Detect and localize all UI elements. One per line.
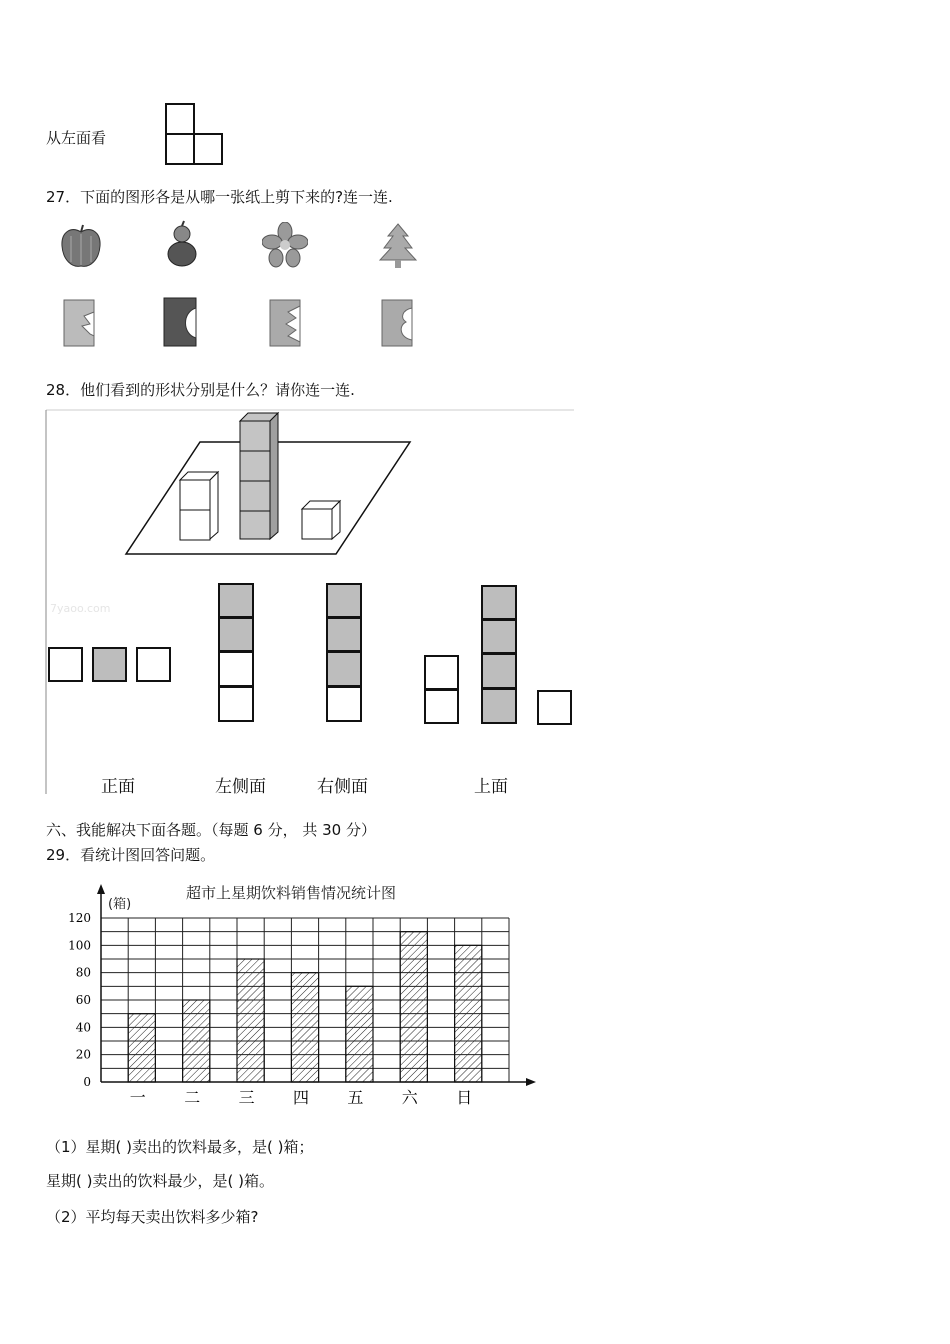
y-tick-label: 60 [75,993,91,1007]
bar-0 [128,1014,155,1082]
top-view-square [424,689,459,724]
front-view-square-shaded [92,647,127,682]
chart-bars [128,932,482,1082]
x-tick-label: 四 [292,1088,310,1107]
top-view-square-shaded [481,688,517,724]
tree-cutout-icon[interactable] [376,222,420,270]
y-axis-label: (箱) [108,897,132,912]
label-top: 上面 [474,777,508,797]
left-view-label: 从左面看 [46,129,107,147]
bar-2 [237,959,264,1082]
y-tick-label: 120 [68,911,91,925]
y-tick-label: 40 [75,1020,91,1035]
left-view-figure [160,100,230,170]
y-tick-label: 0 [83,1075,91,1089]
y-tick-label: 80 [75,965,91,980]
left-view-square [218,651,254,687]
flower-cutout-icon[interactable] [262,222,308,268]
label-right-side: 右侧面 [317,777,368,797]
paper-crescent-cut-icon[interactable] [160,296,200,350]
paper-zigzag-cut-icon[interactable] [266,298,306,350]
x-tick-label: 一 [129,1088,146,1107]
paper-curve-cut-icon[interactable] [378,298,418,350]
top-view-square-shaded [481,653,517,689]
q29-part2: （2）平均每天卖出饮料多少箱? [46,1208,259,1226]
y-tick-label: 20 [75,1047,91,1062]
q29-part1-line1: （1）星期( )卖出的饮料最多，是( )箱； [46,1138,314,1156]
top-view-square-shaded [481,585,517,620]
bar-6 [455,945,482,1082]
y-tick-label: 100 [68,938,91,953]
x-tick-label: 三 [238,1088,255,1107]
x-tick-labels [130,1088,472,1107]
section-six-title: 六、我能解决下面各题。（每题 6 分， 共 30 分） [46,821,376,839]
bar-1 [183,1000,210,1082]
y-tick-labels [68,911,91,1089]
bar-4 [346,986,373,1082]
watermark: 7yaoo.com [50,602,111,615]
top-view-square-shaded [481,619,517,654]
top-view-square [424,655,459,690]
left-view-square-shaded [218,583,254,618]
q29-title: 29．看统计图回答问题。 [46,846,216,864]
top-view-square [537,690,572,725]
x-tick-label: 六 [401,1088,418,1107]
apple-cutout-icon[interactable] [56,222,106,272]
q29-part1-line2: 星期( )卖出的饮料最少，是( )箱。 [46,1172,274,1190]
right-view-square-shaded [326,583,362,618]
front-view-square [48,647,83,682]
x-tick-label: 二 [184,1088,201,1107]
x-tick-label: 五 [347,1088,364,1107]
right-view-square-shaded [326,617,362,652]
q28-title: 28．他们看到的形状分别是什么？请你连一连. [46,381,355,399]
bar-5 [400,932,427,1082]
label-front: 正面 [101,777,135,797]
gourd-cutout-icon[interactable] [160,220,204,272]
q27-title: 27．下面的图形各是从哪一张纸上剪下来的?连一连. [46,188,393,206]
x-tick-label: 日 [456,1088,473,1107]
bar-3 [291,973,318,1082]
right-view-square [326,686,362,722]
chart-title: 超市上星期饮料销售情况统计图 [186,884,397,902]
x-axis-arrow [526,1078,536,1086]
paper-star-cut-icon[interactable] [60,298,100,350]
y-axis-arrow [97,884,105,894]
bar-chart [56,872,546,1112]
label-left-side: 左侧面 [215,777,266,797]
left-view-square-shaded [218,617,254,652]
left-view-square [218,686,254,722]
front-view-square [136,647,171,682]
right-view-square-shaded [326,651,362,687]
